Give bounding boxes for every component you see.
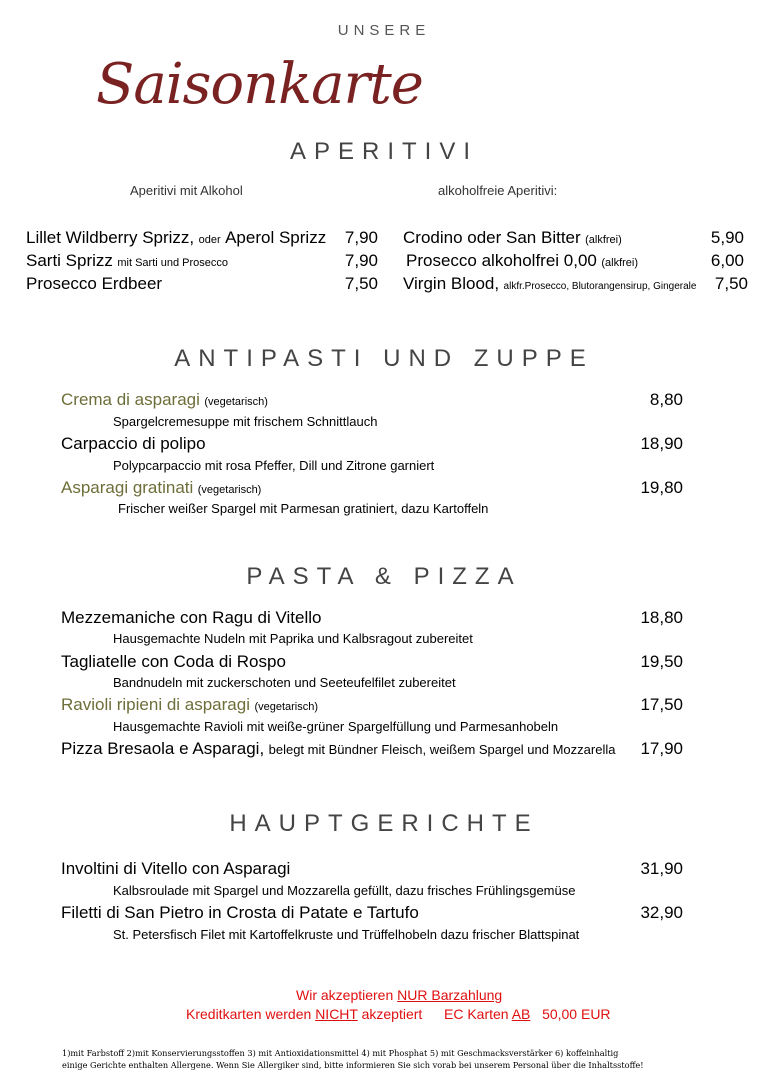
menu-item bbox=[61, 390, 268, 410]
payment-text: Kreditkarten werden bbox=[186, 1006, 316, 1022]
payment-line-3 bbox=[444, 1006, 611, 1022]
menu-item bbox=[61, 652, 286, 672]
payment-text: Wir akzeptieren bbox=[296, 987, 398, 1003]
veg-note: (vegetarisch) bbox=[254, 701, 319, 713]
item-description: Frischer weißer Spargel mit Parmesan gratiniert, dazu Kartoffeln bbox=[118, 501, 489, 516]
footnote-line-1: 1)mit Farbstoff 2)mit Konservierungsstoffen 3) mit Antioxidationsmittel 4) mit Phosphat 5) mit Geschmacksverstärker 6) koffeinhaltig bbox=[62, 1048, 619, 1058]
item-name: Ravioli ripieni di asparagi bbox=[61, 695, 250, 714]
item-price: 17,50 bbox=[640, 695, 683, 714]
item-note: alkfr.Prosecco, Blutorangensirup, Gingerale bbox=[503, 281, 697, 292]
payment-line-2 bbox=[186, 1006, 422, 1022]
item-price: 6,00 bbox=[710, 251, 744, 270]
item-name: Involtini di Vitello con Asparagi bbox=[61, 859, 291, 878]
payment-emphasis: AB bbox=[511, 1006, 531, 1022]
payment-amount: 50,00 EUR bbox=[542, 1006, 611, 1022]
aperitif-item bbox=[26, 274, 162, 294]
menu-item bbox=[61, 903, 419, 923]
item-name: Mezzemaniche con Ragu di Vitello bbox=[61, 608, 322, 627]
item-price: 32,90 bbox=[640, 903, 683, 922]
item-price: 19,50 bbox=[640, 652, 683, 671]
item-note: (alkfrei) bbox=[601, 257, 639, 269]
menu-item bbox=[61, 478, 261, 498]
item-price: 7,50 bbox=[344, 274, 378, 293]
item-note: belegt mit Bündner Fleisch, weißem Spargel und Mozzarella bbox=[268, 742, 616, 757]
payment-emphasis: NICHT bbox=[315, 1006, 358, 1022]
item-price: 19,80 bbox=[640, 478, 683, 497]
item-description: Spargelcremesuppe mit frischem Schnittlauch bbox=[113, 414, 378, 429]
section-title-pasta: PASTA & PIZZA bbox=[246, 563, 522, 590]
menu-item bbox=[61, 695, 318, 715]
menu-item bbox=[61, 739, 615, 759]
item-name: Prosecco Erdbeer bbox=[26, 274, 163, 293]
item-name: Asparagi gratinati bbox=[61, 478, 194, 497]
aperitif-item bbox=[26, 228, 326, 248]
footnote-line-2: einige Gerichte enthalten Allergene. Wenn Sie Allergiker sind, bitte informieren Sie sich vorab bei unserem Personal über die Inhaltsstoffe! bbox=[62, 1060, 644, 1070]
payment-emphasis: NUR Barzahlung bbox=[397, 987, 503, 1003]
item-description: Hausgemachte Ravioli mit weiße-grüner Spargelfüllung und Parmesanhobeln bbox=[113, 719, 559, 734]
veg-note: (vegetarisch) bbox=[204, 396, 268, 408]
item-name: Sarti Sprizz bbox=[26, 251, 113, 270]
item-description: Kalbsroulade mit Spargel und Mozzarella gefüllt, dazu frisches Frühlingsgemüse bbox=[113, 883, 576, 898]
item-description: St. Petersfisch Filet mit Kartoffelkruste und Trüffelhobeln dazu frischer Blattspinat bbox=[113, 927, 580, 942]
section-title-aperitivi: APERITIVI bbox=[289, 138, 479, 165]
item-price: 18,80 bbox=[640, 608, 683, 627]
section-title-antipasti: ANTIPASTI UND ZUPPE bbox=[174, 345, 594, 372]
item-price: 5,90 bbox=[710, 228, 744, 247]
aperitivi-nonalcohol-heading: alkoholfreie Aperitivi: bbox=[438, 183, 558, 198]
item-description: Polypcarpaccio mit rosa Pfeffer, Dill und Zitrone garniert bbox=[113, 458, 435, 473]
item-name: Crodino oder San Bitter bbox=[403, 228, 581, 247]
aperitivi-alcohol-heading: Aperitivi mit Alkohol bbox=[130, 183, 243, 198]
aperitif-item bbox=[406, 251, 638, 271]
payment-line-1 bbox=[296, 987, 502, 1003]
item-price: 7,50 bbox=[714, 274, 748, 293]
item-name: Carpaccio di polipo bbox=[61, 434, 206, 453]
menu-item bbox=[61, 859, 290, 879]
section-title-haupt: HAUPTGERICHTE bbox=[229, 810, 539, 837]
item-name: Filetti di San Pietro in Crosta di Patate e Tartufo bbox=[61, 903, 419, 922]
item-name: Tagliatelle con Coda di Rospo bbox=[61, 652, 286, 671]
item-name: Pizza Bresaola e Asparagi, bbox=[61, 739, 265, 758]
item-name: Lillet Wildberry Sprizz, bbox=[26, 228, 195, 247]
item-description: Hausgemachte Nudeln mit Paprika und Kalbsragout zubereitet bbox=[113, 631, 473, 646]
item-price: 7,90 bbox=[344, 251, 378, 270]
item-price: 7,90 bbox=[344, 228, 378, 247]
script-title: Saisonkarte bbox=[96, 52, 423, 117]
overline-text: UNSERE bbox=[337, 22, 431, 39]
payment-text: akzeptiert bbox=[357, 1006, 423, 1022]
item-price: 17,90 bbox=[640, 739, 683, 758]
item-price: 31,90 bbox=[640, 859, 683, 878]
payment-text: EC Karten bbox=[444, 1006, 512, 1022]
item-price: 8,80 bbox=[649, 390, 683, 409]
item-note: (alkfrei) bbox=[585, 234, 622, 246]
aperitif-item bbox=[403, 228, 622, 248]
aperitif-item bbox=[403, 274, 696, 294]
item-description: Bandnudeln mit zuckerschoten und Seeteufelfilet zubereitet bbox=[113, 675, 456, 690]
item-price: 18,90 bbox=[640, 434, 683, 453]
item-name: Prosecco alkoholfrei 0,00 bbox=[406, 251, 597, 270]
item-note: oder bbox=[198, 234, 221, 246]
item-name: Virgin Blood, bbox=[403, 274, 500, 293]
item-note: mit Sarti und Prosecco bbox=[117, 257, 229, 269]
aperitif-item bbox=[26, 251, 228, 271]
menu-item bbox=[61, 434, 206, 454]
veg-note: (vegetarisch) bbox=[197, 484, 262, 496]
item-name-2: Aperol Sprizz bbox=[225, 228, 327, 247]
item-name: Crema di asparagi bbox=[61, 390, 200, 409]
menu-item bbox=[61, 608, 322, 628]
